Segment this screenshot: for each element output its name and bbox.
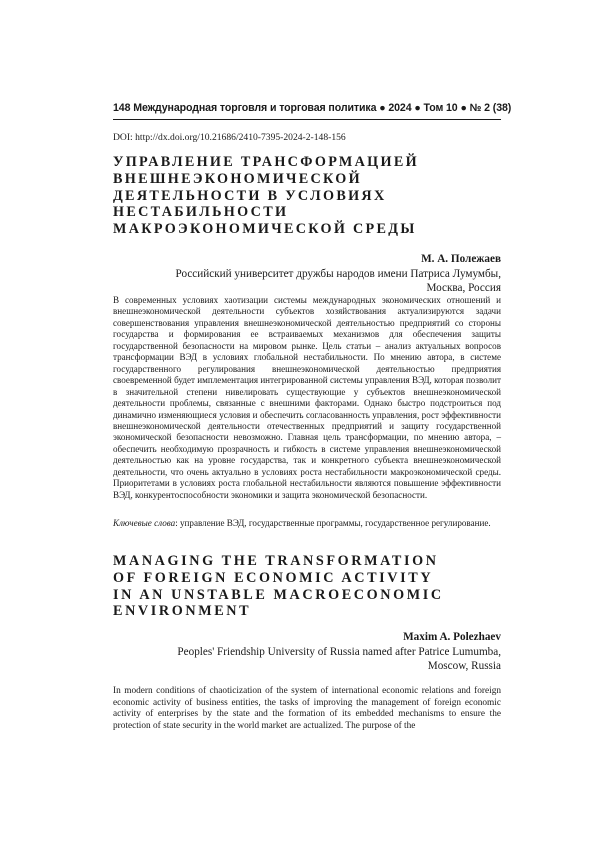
article-title-en bbox=[113, 553, 513, 620]
keywords-ru bbox=[113, 518, 501, 529]
title-ru-line: ВНЕШНЕЭКОНОМИЧЕСКОЙ bbox=[113, 171, 513, 188]
affiliation-en-line2: Moscow, Russia bbox=[111, 659, 501, 674]
title-en-line: OF FOREIGN ECONOMIC ACTIVITY bbox=[113, 570, 513, 587]
title-ru-line: НЕСТАБИЛЬНОСТИ bbox=[113, 204, 513, 221]
author-name-en: Maxim A. Polezhaev bbox=[111, 630, 501, 645]
title-en-line: ENVIRONMENT bbox=[113, 603, 513, 620]
running-header: 148 Международная торговля и торговая политика ● 2024 ● Том 10 ● № 2 (38) bbox=[113, 102, 501, 114]
abstract-en: In modern conditions of chaoticization of the system of international economic relations and foreign economic activity of business entities, the tasks of improving the management of foreign economic activity of enterprises by the state and the formation of its embedded mechanisms to ensure the protection of state security in the world market are actualized. The purpose of the bbox=[113, 686, 501, 732]
author-name-ru: М. А. Полежаев bbox=[111, 252, 501, 267]
title-ru-line: УПРАВЛЕНИЕ ТРАНСФОРМАЦИЕЙ bbox=[113, 154, 513, 171]
title-ru-line: ДЕЯТЕЛЬНОСТИ В УСЛОВИЯХ bbox=[113, 188, 513, 205]
author-block-en bbox=[111, 630, 501, 674]
title-en-line: IN AN UNSTABLE MACROECONOMIC bbox=[113, 587, 513, 604]
doi-link[interactable]: DOI: http://dx.doi.org/10.21686/2410-7395-2024-2-148-156 bbox=[113, 132, 346, 143]
article-title-ru bbox=[113, 154, 513, 238]
title-en-line: MANAGING THE TRANSFORMATION bbox=[113, 553, 513, 570]
affiliation-ru-line2: Москва, Россия bbox=[111, 281, 501, 296]
abstract-ru: В современных условиях хаотизации системы международных экономических отношений и внешнеэкономической деятельности субъектов хозяйствования актуализируются задачи совершенствования управления внешнеэкономической деятельностью предприятий со стороны государства и формирования ее встраиваемых механизмов для обеспечения защиты государственной безопасности на мировом рынке. Цель статьи – анализ актуальных вопросов трансформации ВЭД в условиях глобальной нестабильности. По мнению автора, в системе государственного регулирования внешнеэкономической деятельностью предприятия своевременной будет имплементация интегрированной системы управления ВЭД, которая позволит в значительной степени нивелировать существующие у субъектов внешнеэкономической деятельности проблемы, связанные с внешними факторами. Однако быстро подстроиться под динамично изменяющиеся условия и обеспечить согласованность управления, рост эффективности внешнеэкономической деятельности отечественных предприятий и защиту государственной экономической безопасности невозможно. Главная цель трансформации, по мнению автора, – обеспечить необходимую прозрачность и гибкость в системе управления внешнеэкономической деятельностью как на уровне государства, так и конкретного субъекта внешнеэкономической деятельности, что очень актуально в условиях роста нестабильности макроэкономической среды. Приоритетами в условиях роста глобальной нестабильности являются повышение эффективности ВЭД, конкурентоспособности экономики и защита экономической безопасности. bbox=[113, 295, 501, 501]
keywords-text: : управление ВЭД, государственные программы, государственное регулирование. bbox=[175, 518, 490, 528]
author-block-ru bbox=[111, 252, 501, 296]
title-ru-line: МАКРОЭКОНОМИЧЕСКОЙ СРЕДЫ bbox=[113, 221, 513, 238]
affiliation-en-line1: Peoples' Friendship University of Russia named after Patrice Lumumba, bbox=[111, 645, 501, 660]
affiliation-ru-line1: Российский университет дружбы народов имени Патриса Лумумбы, bbox=[111, 267, 501, 282]
header-rule bbox=[113, 119, 501, 120]
keywords-label: Ключевые слова bbox=[113, 518, 175, 528]
